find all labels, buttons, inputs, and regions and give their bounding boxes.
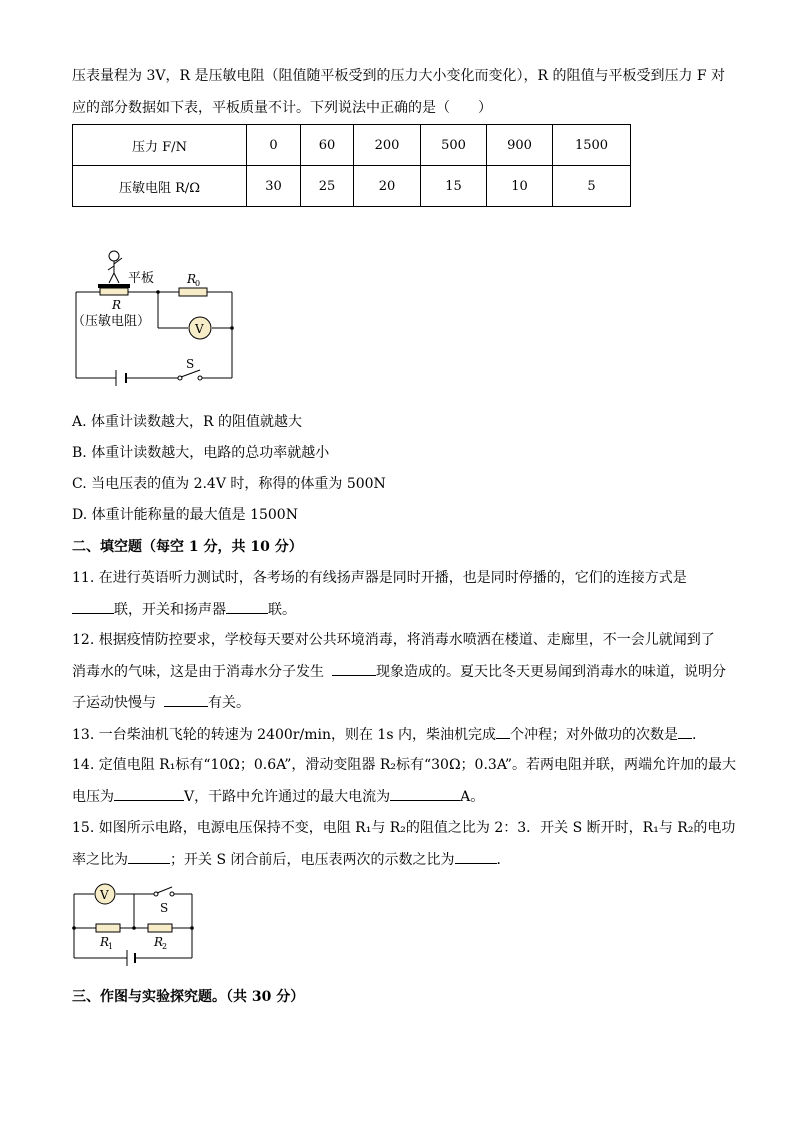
q14-line-2 (72, 786, 484, 807)
table-cell: 60 (301, 125, 354, 166)
answer-blank[interactable] (678, 724, 692, 739)
q14-line-1: 14. 定值电阻 R₁标有“10Ω；0.6A”，滑动变阻器 R₂标有“30Ω；0.3A”。若两电阻并联，两端允许加的最大 (72, 757, 737, 773)
q13-text-a: 13. 一台柴油机飞轮的转速为 2400r/min，则在 1s 内，柴油机完成 (72, 727, 496, 743)
plate-label: 平板 (128, 271, 155, 286)
q11-line-1: 11. 在进行英语听力测试时，各考场的有线扬声器是同时开播，也是同时停播的，它们的连接方式是 (72, 570, 687, 586)
q15-text-a: 率之比为 (72, 852, 128, 868)
pressure-resistance-table (72, 124, 631, 207)
q12-text-c: 子运动快慢与 (72, 695, 156, 711)
battery-icon (127, 950, 135, 966)
resistor-r0-label: R (187, 272, 197, 286)
q13-text-b: 个冲程；对外做功的次数是 (509, 727, 678, 743)
table-cell: 1500 (553, 125, 631, 166)
q13-text-c: . (691, 727, 697, 743)
table-cell: 500 (421, 125, 487, 166)
answer-blank[interactable] (390, 786, 460, 801)
circuit-diagram-parallel (68, 880, 200, 972)
q11-text-a: 联，开关和扬声器 (114, 602, 226, 618)
answer-blank[interactable] (332, 661, 376, 676)
table-cell: 15 (421, 166, 487, 207)
table-cell: 200 (354, 125, 421, 166)
resistor-r1 (96, 924, 120, 932)
pressure-resistor (100, 288, 128, 295)
answer-blank[interactable] (114, 786, 184, 801)
q15-line-2 (72, 849, 511, 870)
table-cell: 900 (487, 125, 553, 166)
voltmeter-label: V (100, 888, 109, 902)
answer-blank[interactable] (72, 599, 114, 614)
q12-text-a: 消毒水的气味，这是由于消毒水分子发生 (72, 664, 324, 680)
section-3-heading: 三、作图与实验探究题。（共 30 分） (72, 989, 305, 1005)
section-2-heading: 二、填空题（每空 1 分，共 10 分） (72, 539, 303, 555)
resistor-r0 (179, 288, 207, 296)
voltmeter-label: V (195, 322, 204, 336)
resistor-r0-subscript: 0 (195, 279, 201, 288)
intro-line-1: 压表量程为 3V，R 是压敏电阻（阻值随平板受到的压力大小变化而变化），R 的阻值与平板受到压力 F 对 (72, 68, 726, 84)
option-c: C. 当电压表的值为 2.4V 时，称得的体重为 500N (72, 476, 386, 492)
q14-text-b: V，干路中允许通过的最大电流为 (184, 789, 391, 805)
circuit-diagram-scale (66, 246, 246, 386)
table-cell: 25 (301, 166, 354, 207)
table-row (73, 166, 631, 207)
switch-icon (154, 887, 174, 896)
switch-label: S (160, 901, 169, 915)
plate (98, 284, 130, 288)
answer-blank[interactable] (496, 724, 510, 739)
resistor-r2-subscript: 2 (162, 942, 168, 951)
q15-text-c: ． (496, 852, 511, 868)
person-figure-icon (108, 251, 122, 283)
q11-line-2 (72, 599, 296, 620)
table-cell: 5 (553, 166, 631, 207)
q12-line-2 (72, 661, 726, 682)
resistor-r1-label: R (100, 935, 110, 949)
table-cell: 30 (247, 166, 301, 207)
intro-line-2: 应的部分数据如下表，平板质量不计。下列说法中正确的是（ ） (72, 100, 492, 116)
q12-text-b: 现象造成的。夏天比冬天更易闻到消毒水的味道，说明分 (376, 664, 726, 680)
table-cell: 20 (354, 166, 421, 207)
q15-line-1: 15. 如图所示电路，电源电压保持不变，电阻 R₁与 R₂的阻值之比为 2：3．开关 S 断开时，R₁与 R₂的电功 (72, 820, 736, 836)
resistor-r2-label: R (154, 935, 164, 949)
answer-blank[interactable] (128, 849, 170, 864)
answer-blank[interactable] (226, 599, 268, 614)
q14-text-c: A。 (460, 789, 485, 805)
resistor-r2 (148, 924, 172, 932)
q14-text-a: 电压为 (72, 789, 114, 805)
switch-label: S (186, 357, 195, 371)
table-cell: 0 (247, 125, 301, 166)
resistor-r-description: （压敏电阻） (72, 314, 151, 329)
q11-text-b: 联。 (268, 602, 296, 618)
resistor-r1-subscript: 1 (108, 942, 114, 951)
table-cell: 10 (487, 166, 553, 207)
option-b: B. 体重计读数越大，电路的总功率就越小 (72, 445, 330, 461)
battery-icon (116, 370, 126, 386)
switch-icon (178, 370, 202, 380)
q12-line-3 (72, 692, 250, 713)
answer-blank[interactable] (164, 692, 208, 707)
q13-line (72, 724, 696, 745)
resistor-r-label: R (112, 298, 122, 312)
table-cell: 压敏电阻 R/Ω (73, 166, 247, 207)
table-cell: 压力 F/N (73, 125, 247, 166)
table-row (73, 125, 631, 166)
option-d: D. 体重计能称量的最大值是 1500N (72, 507, 298, 523)
q12-line-1: 12. 根据疫情防控要求，学校每天要对公共环境消毒，将消毒水喷洒在楼道、走廊里，不一会儿就闻到了 (72, 632, 715, 648)
q12-text-d: 有关。 (208, 695, 250, 711)
answer-blank[interactable] (455, 849, 497, 864)
option-a: A. 体重计读数越大，R 的阻值就越大 (72, 414, 303, 430)
q15-text-b: ；开关 S 闭合前后，电压表两次的示数之比为 (170, 852, 455, 868)
